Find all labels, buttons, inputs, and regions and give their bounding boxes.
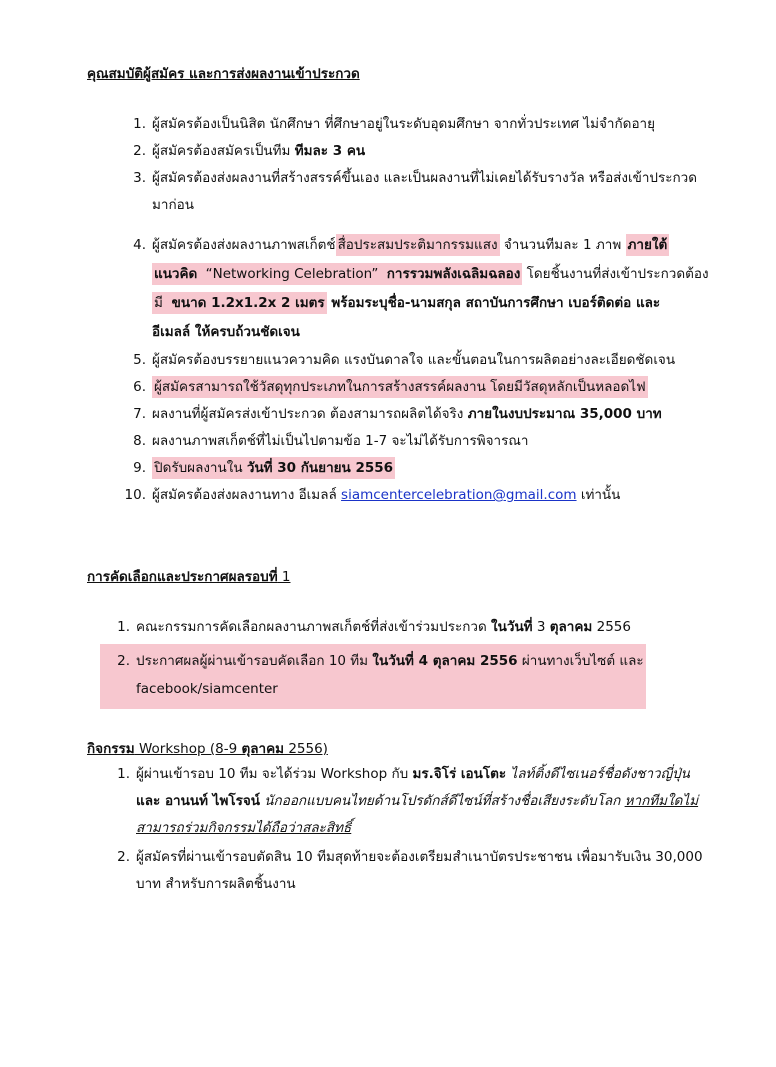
section1-heading: คุณสมบัติผู้สมัคร และการส่งผลงานเข้าประกวด [87, 66, 360, 82]
list-item: 10. ผู้สมัครต้องส่งผลงานทาง อีเมลล์ siamcentercelebration@gmail.com เท่านั้น [124, 487, 621, 503]
list-item: 7. ผลงานที่ผู้สมัครส่งเข้าประกวด ต้องสามารถผลิตได้จริง ภายในงบประมาณ 35,000 บาท [133, 406, 662, 422]
list-item: 3. ผู้สมัครต้องส่งผลงานที่สร้างสรรค์ขึ้นเอง และเป็นผลงานที่ไม่เคยได้รับรางวัล หรือส่งเข้าประกวด มาก่อน [133, 170, 698, 213]
list-item: 2. ผู้สมัครต้องสมัครเป็นทีม ทีมละ 3 คน [133, 143, 366, 159]
list-item: 1. ผู้ผ่านเข้ารอบ 10 ทีม จะได้ร่วม Workshop กับ มร.จิโร่ เอนโตะ ไลท์ติ้งดีไซเนอร์ชื่อดังชาวญี่ปุ่น และ อานนท์ ไพโรจน์ นักออกแบบคนไทยด้านโปรดักส์ดีไซน์ที่สร้างชื่อเสียงระดับโลก หากทีมใดไม่ สามารถร่วมกิจกรรมได้ถือว่าสละสิทธิ์ [117, 766, 699, 836]
list-item: 4. ผู้สมัครต้องส่งผลงานภาพสเก็ตช์ สื่อประสมประติมากรรมแสง จำนวนทีมละ 1 ภาพ ภายใต้ แนวคิด “Networking Celebration” การรวมพลังเฉลิมฉลอง โดยชิ้นงานที่ส่งเข้าประกวดต้อง มี ขนาด 1.2x1.2x 2 เมตร พร้อมระบุชื่อ-นามสกุล สถาบันการศึกษา เบอร์ติดต่อ และ อีเมลล์ ให้ครบถ้วนชัดเจน [120, 231, 710, 347]
list-item: 2. ประกาศผลผู้ผ่านเข้ารอบคัดเลือก 10 ทีม ในวันที่ 4 ตุลาคม 2556 ผ่านทางเว็บไซต์ และ facebook/siamcenter [100, 644, 646, 709]
list-item: 1. คณะกรรมการคัดเลือกผลงานภาพสเก็ตช์ที่ส่งเข้าร่วมประกวด ในวันที่ 3 ตุลาคม 2556 [117, 619, 631, 635]
email-link[interactable]: siamcentercelebration@gmail.com [341, 487, 577, 503]
list-item: 9. ปิดรับผลงานใน วันที่ 30 กันยายน 2556 [120, 455, 710, 482]
list-item: 6. ผู้สมัครสามารถใช้วัสดุทุกประเภทในการสร้างสรรค์ผลงาน โดยมีวัสดุหลักเป็นหลอดไฟ [120, 374, 710, 401]
section3-heading: กิจกรรม Workshop (8-9 ตุลาคม 2556) [87, 741, 328, 757]
section2-list [104, 614, 664, 709]
list-item: 1. ผู้สมัครต้องเป็นนิสิต นักศึกษา ที่ศึกษาอยู่ในระดับอุดมศึกษา จากทั่วประเทศ ไม่จำกัดอายุ [133, 116, 656, 132]
section1-list [120, 111, 710, 509]
list-item: 2. ผู้สมัครที่ผ่านเข้ารอบตัดสิน 10 ทีมสุดท้ายจะต้องเตรียมสำเนาบัตรประชาชน เพื่อมารับเงิน 30,000 บาท สำหรับการผลิตชิ้นงาน [117, 849, 703, 892]
list-item: 8. ผลงานภาพสเก็ตช์ที่ไม่เป็นไปตามข้อ 1-7 จะไม่ได้รับการพิจารณา [133, 433, 529, 449]
section3-list [104, 761, 704, 898]
list-item: 5. ผู้สมัครต้องบรรยายแนวความคิด แรงบันดาลใจ และขั้นตอนในการผลิตอย่างละเอียดชัดเจน [133, 352, 676, 368]
section2-heading: การคัดเลือกและประกาศผลรอบที่ 1 [87, 569, 291, 585]
